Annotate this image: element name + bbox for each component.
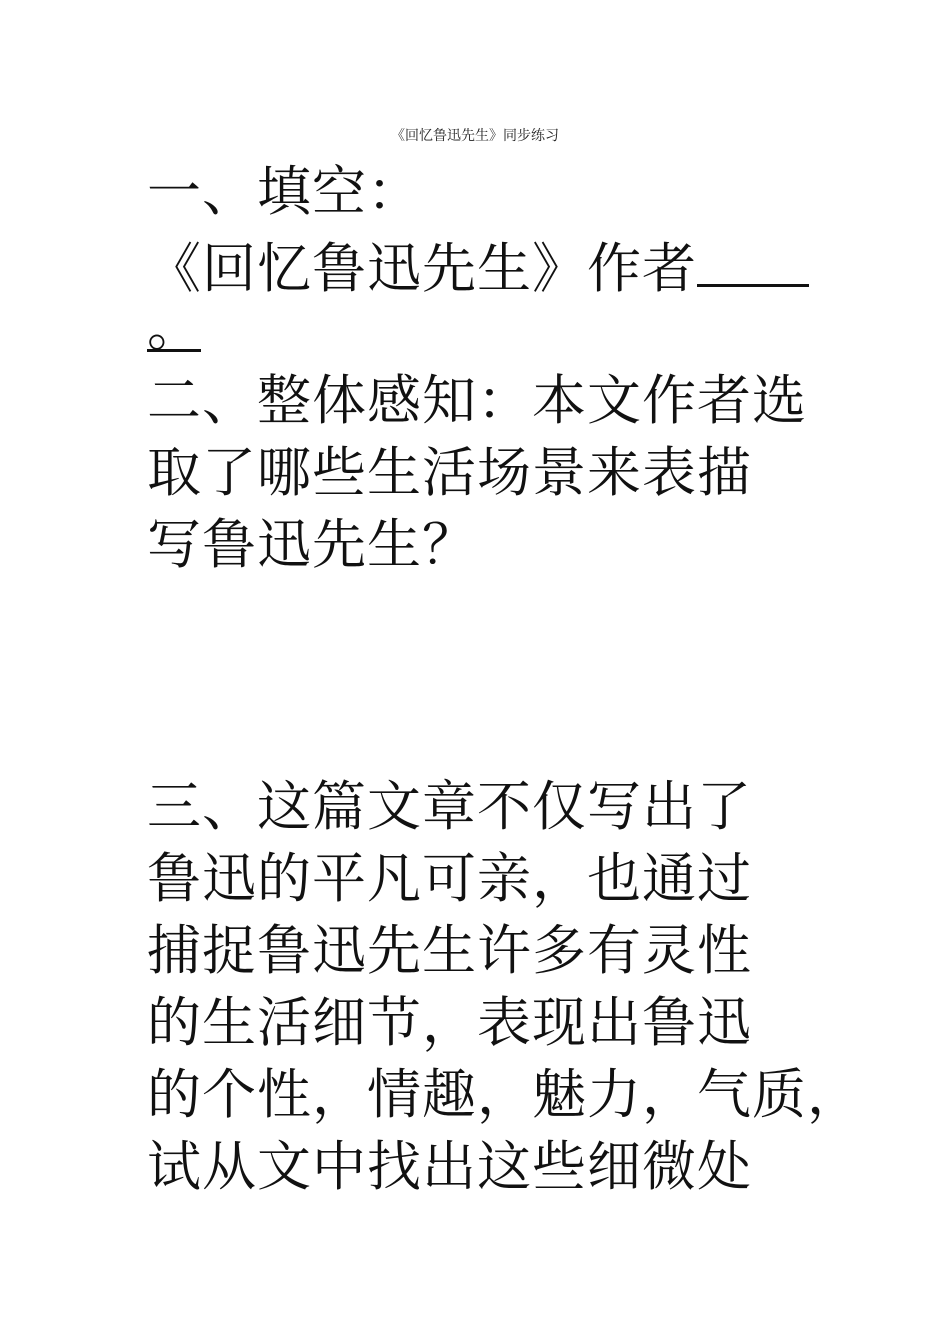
section-1-heading: 一、填空： [147, 160, 422, 223]
section-3-line: 鲁迅的平凡可亲，也通过 [147, 847, 752, 910]
section-3-line: 的生活细节，表现出鲁迅 [147, 991, 752, 1054]
section-3-line: 三、这篇文章不仅写出了 [147, 775, 752, 838]
answer-blank-continuation[interactable] [147, 349, 201, 352]
section-3-line: 捕捉鲁迅先生许多有灵性 [147, 919, 752, 982]
fill-in-question [147, 228, 812, 305]
answer-blank[interactable] [697, 228, 809, 287]
fill-in-period: 。 [147, 295, 202, 358]
answer-space[interactable] [147, 581, 812, 771]
fill-in-question-text: 《回忆鲁迅先生》作者 [147, 237, 697, 300]
section-2-line: 取了哪些生活场景来表描 [147, 441, 752, 504]
fill-in-period-line [147, 295, 812, 365]
section-2-line: 写鲁迅先生？ [147, 513, 477, 576]
worksheet-body [147, 156, 862, 1203]
section-3-line: 的个性，情趣，魅力，气质， [147, 1063, 862, 1126]
document-title: 《回忆鲁迅先生》同步练习 [391, 128, 559, 144]
section-2-line: 二、整体感知：本文作者选 [147, 369, 807, 432]
section-3-line: 试从文中找出这些细微处 [147, 1135, 752, 1198]
